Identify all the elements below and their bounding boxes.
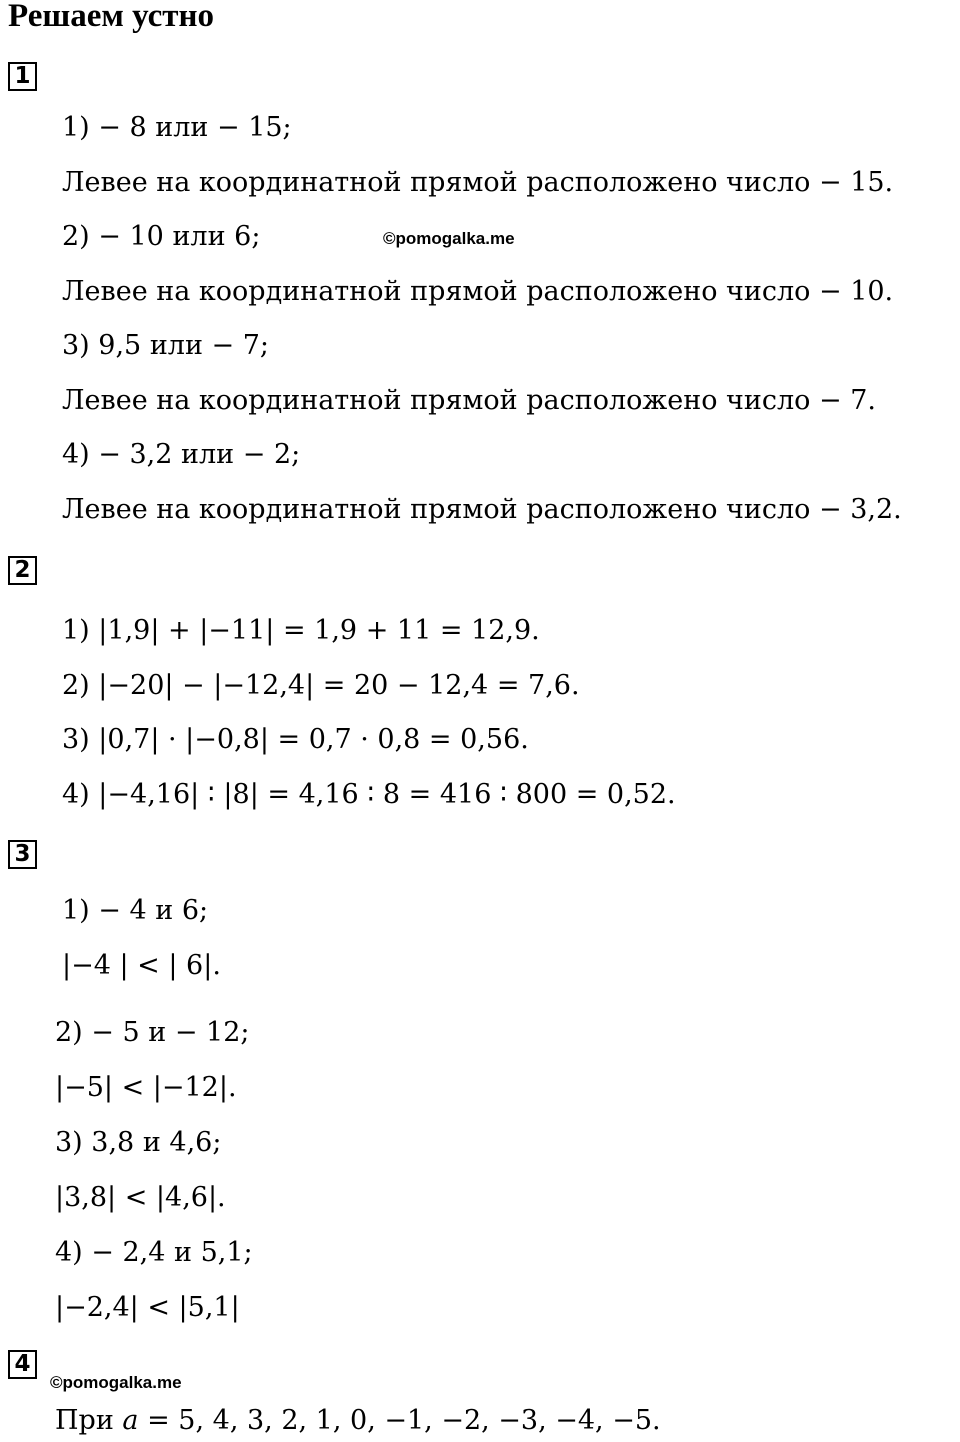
task-3-line: 4) − 2,4 и 5,1; <box>55 1237 253 1268</box>
task-1-line: 1) − 8 или − 15; <box>62 112 292 143</box>
task-3-line: 3) 3,8 и 4,6; <box>55 1127 222 1158</box>
task-1-line: Левее на координатной прямой расположено число − 10. <box>62 276 894 307</box>
task-3-line: |−5| < |−12|. <box>55 1072 237 1103</box>
task-4-line: При 𝑎 = 5, 4, 3, 2, 1, 0, −1, −2, −3, −4, −5. <box>55 1405 661 1436</box>
task-2-line: 1) |1,9| + |−11| = 1,9 + 11 = 12,9. <box>62 615 540 646</box>
task-3-line: 2) − 5 и − 12; <box>55 1017 250 1048</box>
task-1-line: 2) − 10 или 6; <box>62 221 261 252</box>
task-3-line: |3,8| < |4,6|. <box>55 1182 226 1213</box>
task-4-number-box: 4 <box>8 1350 37 1379</box>
task-3-line: |−2,4| < |5,1| <box>55 1292 240 1323</box>
page-title: Решаем устно <box>8 0 214 34</box>
task-1-line: Левее на координатной прямой расположено число − 7. <box>62 385 876 416</box>
watermark: ©pomogalka.me <box>50 1373 182 1392</box>
task-3-line: |−4 | < | 6|. <box>62 950 221 981</box>
task-1-line: 3) 9,5 или − 7; <box>62 330 270 361</box>
task-1-line: Левее на координатной прямой расположено число − 15. <box>62 167 894 198</box>
watermark: ©pomogalka.me <box>383 229 515 248</box>
task-3-number-box: 3 <box>8 840 37 869</box>
task-1-line: Левее на координатной прямой расположено число − 3,2. <box>62 494 902 525</box>
task-2-line: 2) |−20| − |−12,4| = 20 − 12,4 = 7,6. <box>62 670 580 701</box>
task-2-line: 4) |−4,16| ∶ |8| = 4,16 ∶ 8 = 416 ∶ 800 = 0,52. <box>62 779 676 810</box>
task-1-number-box: 1 <box>8 62 37 91</box>
task-1-line: 4) − 3,2 или − 2; <box>62 439 301 470</box>
task-2-line: 3) |0,7| · |−0,8| = 0,7 · 0,8 = 0,56. <box>62 724 529 755</box>
task-3-line: 1) − 4 и 6; <box>62 895 209 926</box>
task-2-number-box: 2 <box>8 556 37 585</box>
